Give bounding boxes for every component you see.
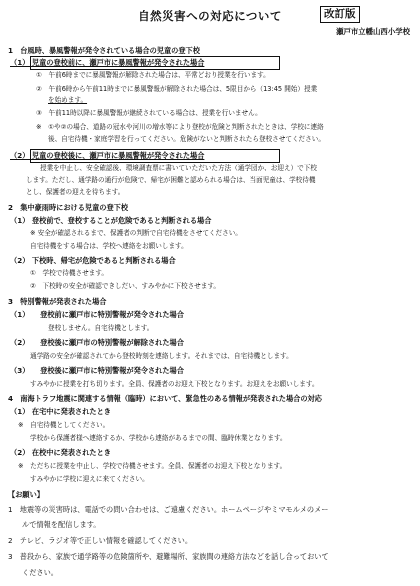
text-line: 通学路の安全が確認されてから登校時刻を連絡します。それまでは、自宅待機とします。	[30, 352, 293, 360]
text-line: します。ただし、通学路の通行が危険で、帰宅が困難と認められる場合は、当面児童は、学校待機	[26, 176, 316, 184]
text-line: ルで情報を配信します。	[22, 520, 101, 529]
text-line: （2） 在校中に発表されたとき	[10, 448, 111, 457]
text-line: （1） 児童の登校前に、瀬戸市に暴風警報が発令された場合	[10, 58, 205, 67]
text-line: 1 台風時、暴風警報が発令されている場合の児童の登下校	[8, 46, 200, 55]
text-line: 学校から保護者様へ連絡するか、学校から連絡があるまでの間、臨時休業となります。	[30, 434, 287, 442]
text-line: （1） 登校前で、登校することが危険であると判断される場合	[10, 216, 212, 225]
school-name: 瀬戸市立幡山西小学校	[336, 27, 410, 36]
text-line: 4 南海トラフ地震に関連する情報（臨時）において、緊急性のある情報が発表された場合の対応	[8, 394, 322, 403]
page-title: 自然災害への対応について	[138, 9, 282, 23]
text-line: （2） 児童の登校後に、瀬戸市に暴風警報が発令された場合	[10, 151, 205, 160]
text-line: 後、自宅待機・家庭学習を行ってください。危険がないと判断されたら登校させてください。	[48, 135, 325, 143]
text-line: を始めます。	[48, 96, 88, 104]
text-line: 1 地震等の災害時は、電話での問い合わせは、ご遠慮ください。ホームページやミマモルメのメー	[8, 505, 329, 514]
text-line: 2 集中豪雨時における児童の登下校	[8, 203, 129, 212]
text-line: とし、保護者の迎えを待ちます。	[26, 188, 125, 196]
text-line: （2） 下校時、帰宅が危険であると判断される場合	[10, 256, 176, 265]
text-line: 2 テレビ、ラジオ等で正しい情報を確認してください。	[8, 536, 193, 545]
text-line: ③ 午前11時以降に暴風警報が継続されている場合は、授業を行いません。	[36, 109, 262, 117]
text-line: 登校しません。自宅待機とします。	[48, 324, 154, 332]
text-line: （3） 登校後に瀬戸市に特別警報が発令された場合	[10, 366, 184, 375]
text-line: ※ ただちに授業を中止し、学校で待機させます。全員、保護者のお迎え下校となります。	[18, 462, 287, 470]
revised-badge: 改訂版	[320, 6, 360, 23]
text-line: ください。	[22, 568, 58, 577]
text-line: （1） 在宅中に発表されたとき	[10, 407, 111, 416]
text-line: ② 下校時の安全が確認できしだい、すみやかに下校させます。	[30, 282, 221, 290]
text-line: ① 午前6時までに暴風警報が解除された場合は、平常どおり授業を行います。	[36, 71, 270, 79]
text-line: 3 普段から、家族で通学路等の危険箇所や、避難場所、家族間の連絡方法などを話し合っておいて	[8, 552, 329, 561]
text-line: すみやかに授業を打ち切ります。全員、保護者のお迎え下校となります。お迎えをお願いします。	[30, 380, 319, 388]
text-line: 【お願い】	[8, 490, 44, 499]
text-line: ※ ①や②の場合、道路の冠水や河川の増水等により登校が危険と判断されたときは、学校に連絡	[36, 123, 324, 131]
text-line: ※ 自宅待機としてください。	[18, 421, 110, 429]
text-line: 3 特別警報が発表された場合	[8, 297, 107, 306]
text-line: ② 午前6時から午前11時までに暴風警報が解除された場合は、5限目から（13:45 開始）授業	[36, 85, 318, 93]
text-line: 自宅待機をする場合は、学校へ連絡をお願いします。	[30, 242, 188, 250]
text-line: ※ 安全が確認されるまで、保護者の判断で自宅待機をさせてください。	[30, 229, 242, 237]
text-line: （2） 登校後に瀬戸市の特別警報が解除された場合	[10, 338, 184, 347]
text-line: （1） 登校前に瀬戸市に特別警報が発令された場合	[10, 310, 184, 319]
text-line: ① 学校で待機させます。	[30, 269, 108, 277]
text-line: 授業を中止し、安全確認後、環境調査票に書いていただいた方法（通学団か、お迎え）で下校	[40, 164, 317, 172]
text-line: すみやかに学校に迎えに来てください。	[30, 475, 149, 483]
